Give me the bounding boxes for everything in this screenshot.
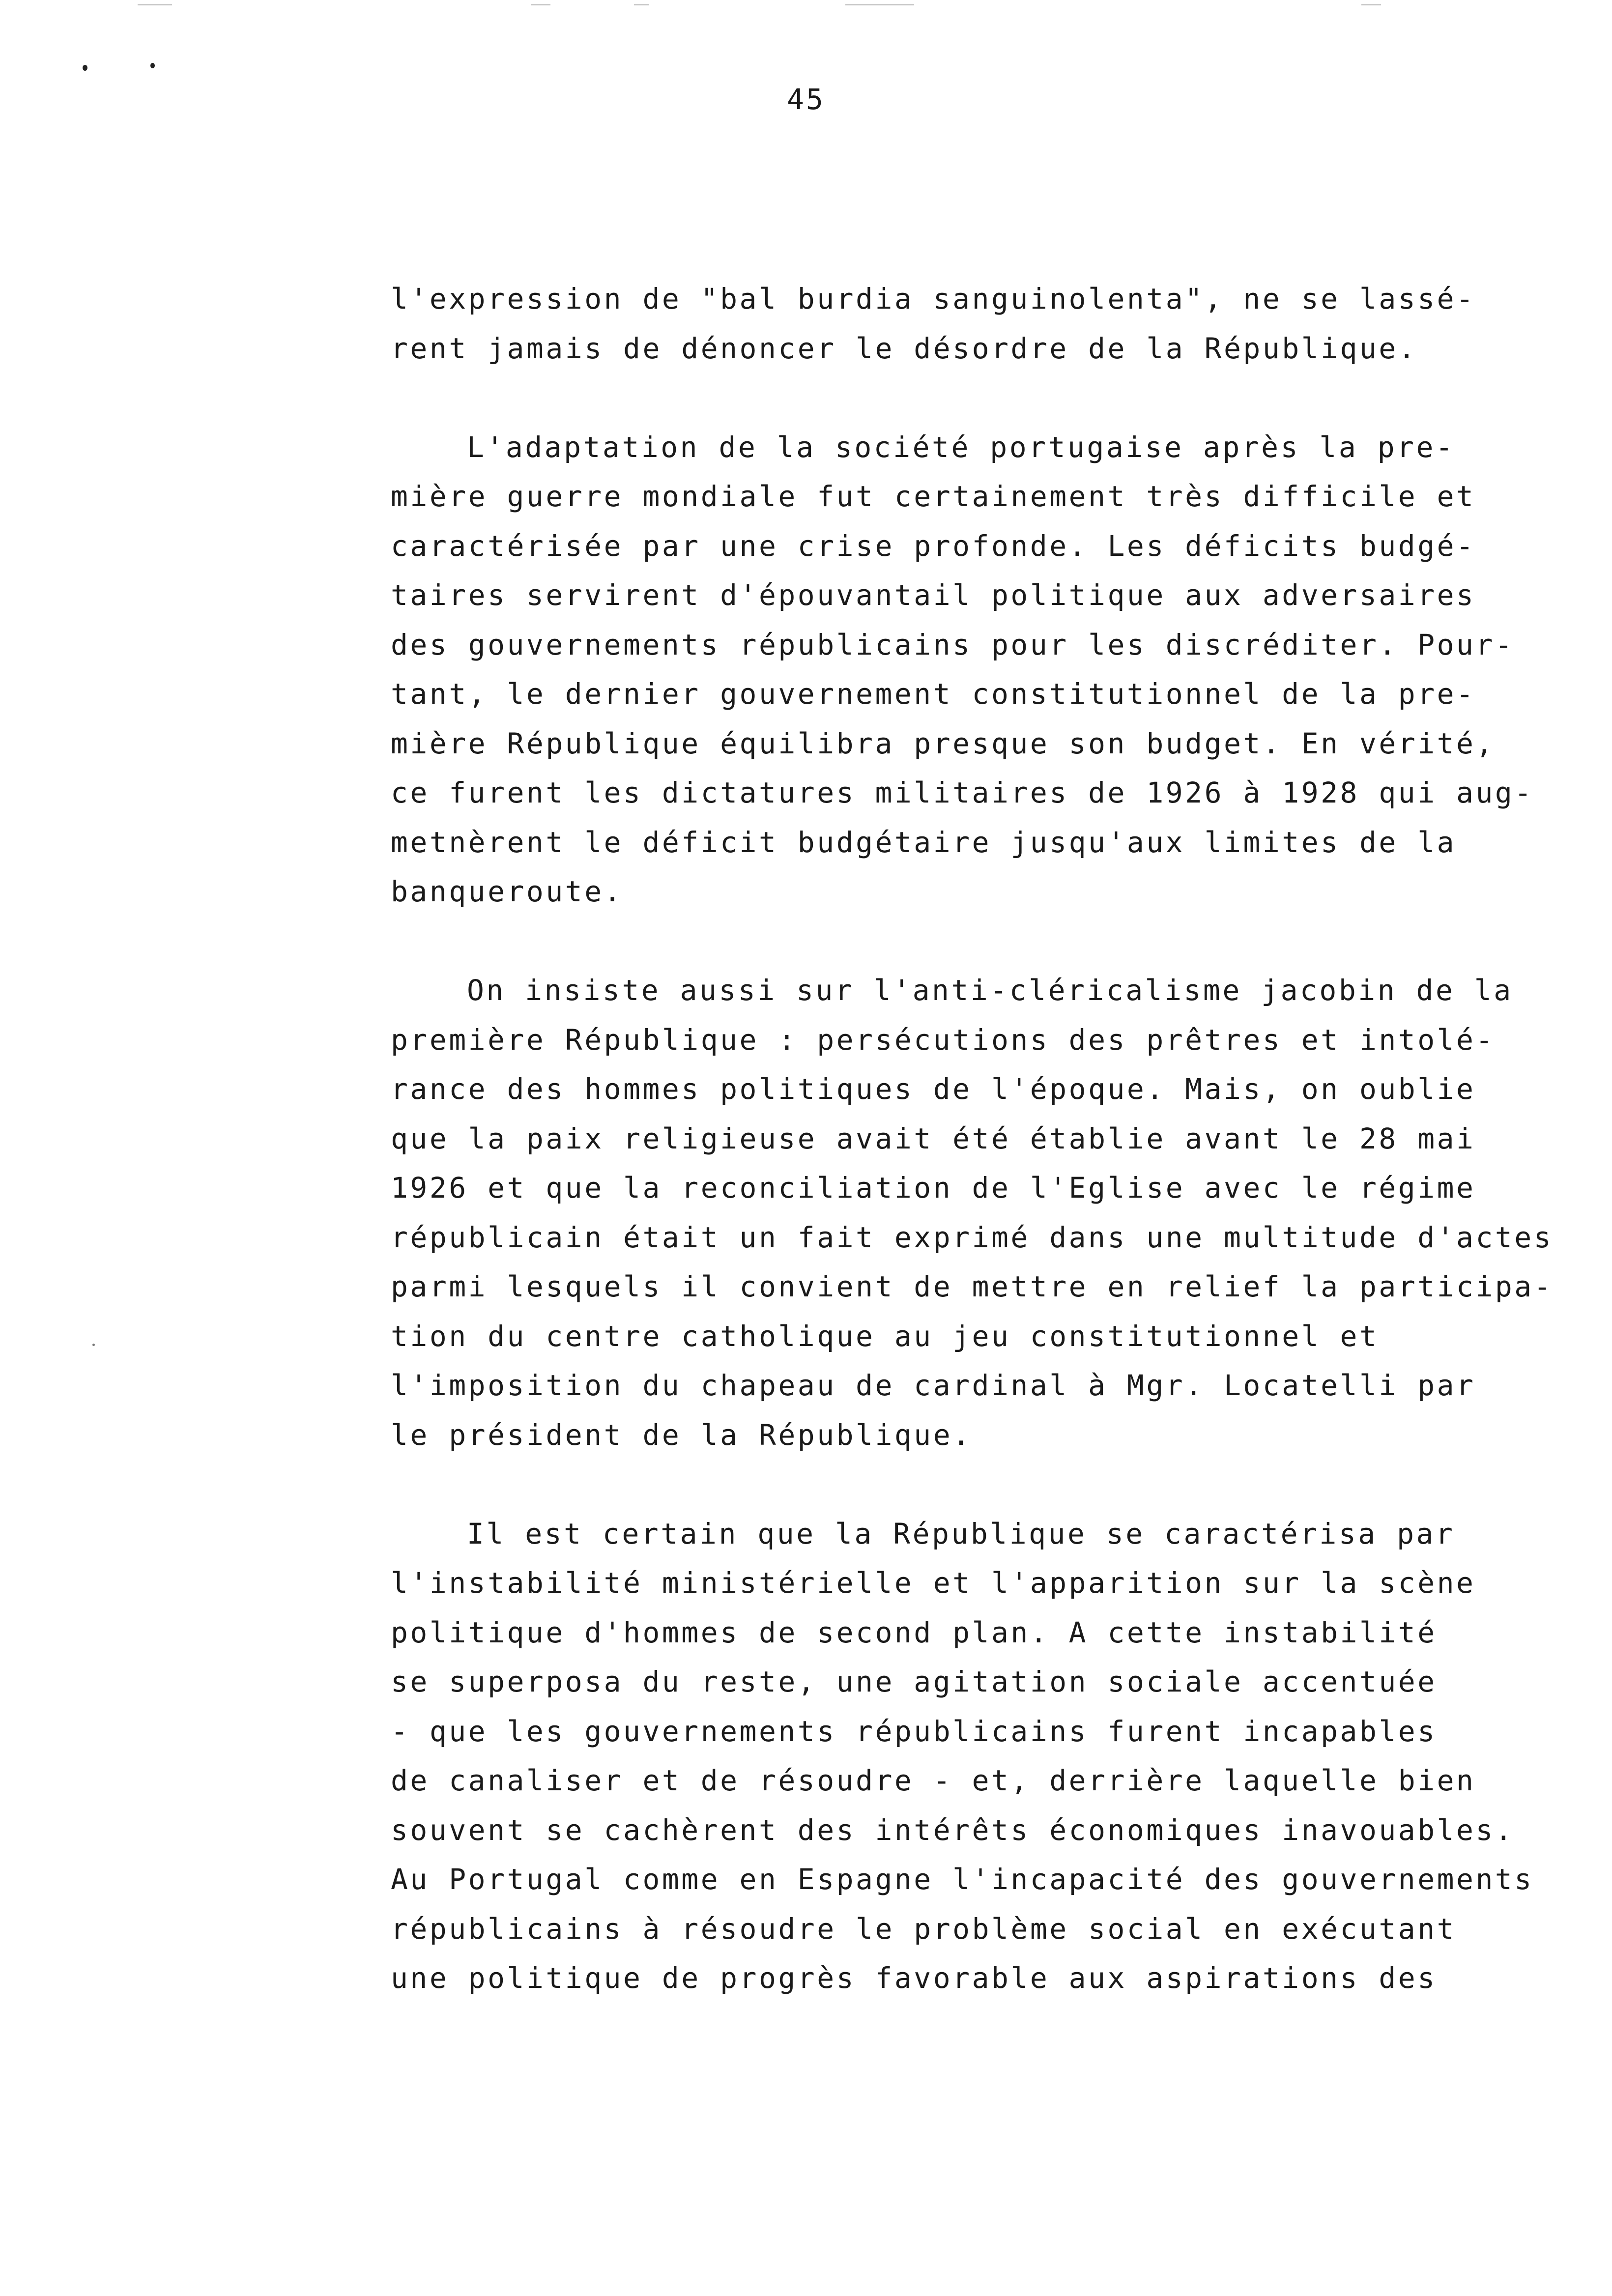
scan-artifact <box>531 4 550 5</box>
paragraph <box>391 423 1570 917</box>
text-line: l'imposition du chapeau de cardinal à Mgr. Locatelli par <box>391 1369 1476 1402</box>
text-line: tion du centre catholique au jeu constitutionnel et <box>391 1319 1379 1353</box>
text-line: metnèrent le déficit budgétaire jusqu'aux limites de la <box>391 825 1457 859</box>
text-line: On insiste aussi sur l'anti-cléricalisme jacobin de la <box>467 974 1513 1007</box>
text-line: le président de la République. <box>391 1418 972 1452</box>
text-line: que la paix religieuse avait été établie avant le 28 mai <box>391 1121 1476 1155</box>
text-line: banqueroute. <box>391 875 624 908</box>
text-line: politique d'hommes de second plan. A cette instabilité <box>391 1615 1437 1649</box>
text-line: Au Portugal comme en Espagne l'incapacité des gouvernements <box>391 1863 1534 1896</box>
text-line: rance des hommes politiques de l'époque. Mais, on oublie <box>391 1072 1476 1106</box>
scan-speck <box>92 1344 95 1346</box>
text-line: de canaliser et de résoudre - et, derrière laquelle bien <box>391 1764 1476 1797</box>
paragraph <box>391 274 1570 373</box>
text-line: républicain était un fait exprimé dans une multitude d'actes <box>391 1220 1554 1254</box>
text-line: des gouvernements républicains pour les discréditer. Pour- <box>391 628 1515 661</box>
text-line: caractérisée par une crise profonde. Les déficits budgé- <box>391 529 1476 563</box>
page-number: 45 <box>787 83 825 116</box>
paragraph-spacer <box>391 1460 1570 1509</box>
text-line: rent jamais de dénoncer le désordre de la République. <box>391 331 1418 365</box>
paragraph-spacer <box>391 917 1570 966</box>
scan-speck <box>150 63 155 68</box>
text-line: souvent se cachèrent des intérêts économiques inavouables. <box>391 1813 1515 1847</box>
scan-artifact <box>634 4 649 5</box>
text-line: première République : persécutions des prêtres et intolé- <box>391 1023 1495 1057</box>
scan-speck <box>83 65 87 71</box>
paragraph-spacer <box>391 373 1570 423</box>
text-line: Il est certain que la République se caractérisa par <box>467 1517 1455 1550</box>
text-line: se superposa du reste, une agitation sociale accentuée <box>391 1665 1437 1698</box>
text-line: l'instabilité ministérielle et l'apparition sur la scène <box>391 1566 1476 1600</box>
text-line: une politique de progrès favorable aux aspirations des <box>391 1961 1437 1995</box>
text-line: républicains à résoudre le problème social en exécutant <box>391 1912 1457 1946</box>
scan-artifact <box>845 4 914 5</box>
text-line: L'adaptation de la société portugaise après la pre- <box>467 430 1455 464</box>
text-line: ce furent les dictatures militaires de 1926 à 1928 qui aug- <box>391 776 1534 809</box>
paragraph <box>391 966 1570 1460</box>
text-line: tant, le dernier gouvernement constitutionnel de la pre- <box>391 677 1476 711</box>
text-line: parmi lesquels il convient de mettre en relief la participa- <box>391 1270 1554 1303</box>
body-text <box>391 274 1570 2003</box>
text-line: 1926 et que la reconciliation de l'Eglise avec le régime <box>391 1171 1476 1205</box>
text-line: l'expression de "bal burdia sanguinolenta", ne se lassé- <box>391 282 1476 316</box>
paragraph <box>391 1509 1570 2003</box>
text-line: mière guerre mondiale fut certainement très difficile et <box>391 480 1476 513</box>
text-line: mière République équilibra presque son budget. En vérité, <box>391 726 1495 760</box>
scan-artifact <box>1361 4 1381 5</box>
text-line: taires servirent d'épouvantail politique aux adversaires <box>391 578 1476 612</box>
text-line: - que les gouvernements républicains furent incapables <box>391 1714 1437 1748</box>
scan-artifact <box>138 4 172 5</box>
